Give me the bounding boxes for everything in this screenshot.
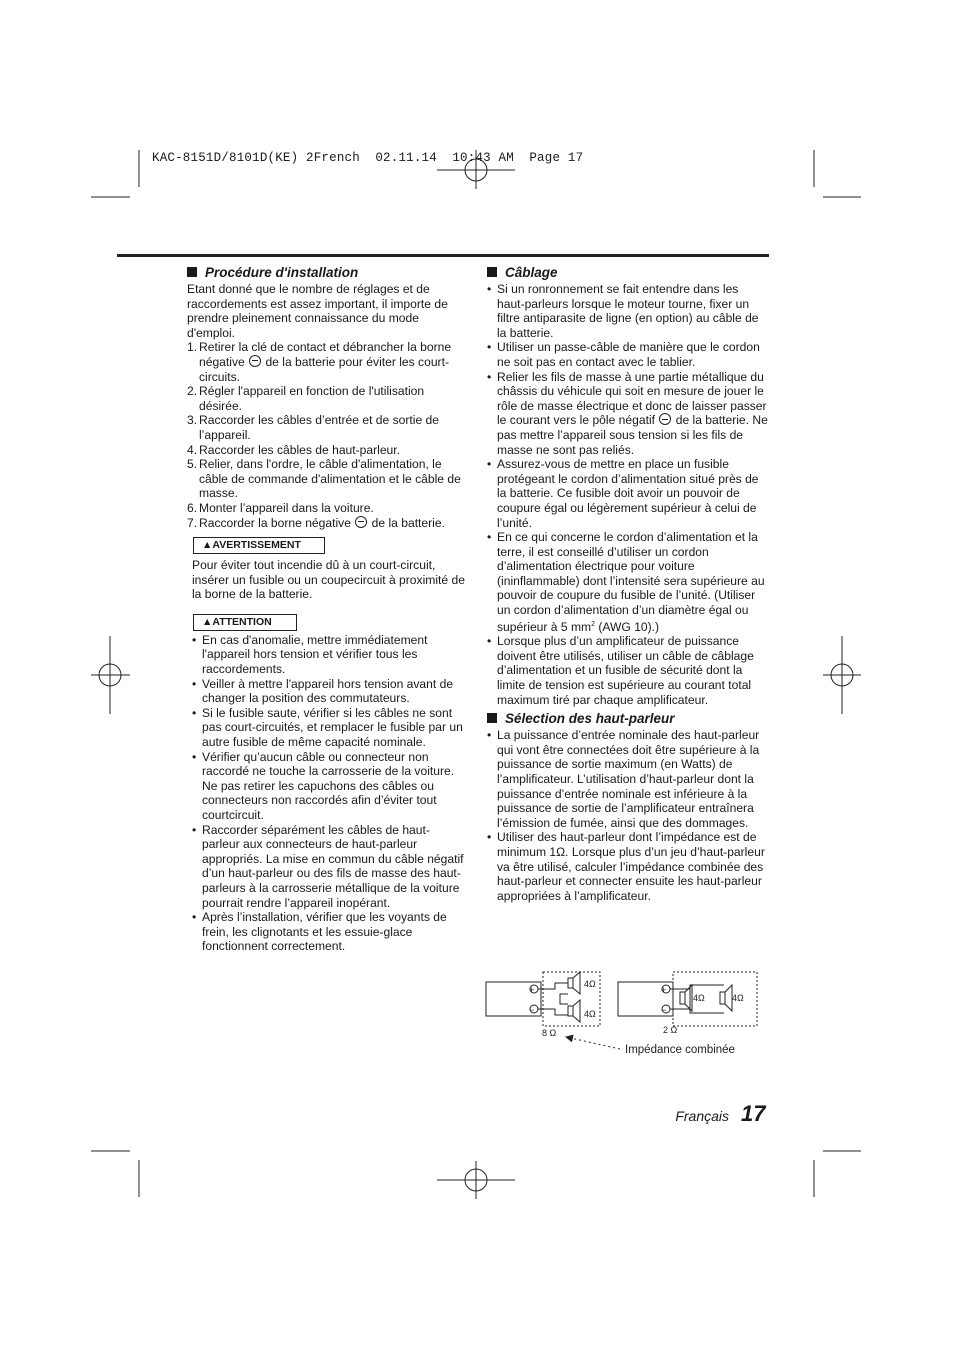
- warning-badge: ▲AVERTISSEMENT: [193, 537, 325, 554]
- cablage-list: [487, 282, 769, 707]
- cablage-item: • Si un ronronnement se fait entendre dans les haut-parleurs lorsque le moteur tourne, fixer un filtre antiparasite de ligne (en option) au câble de la batterie.: [487, 282, 769, 340]
- top-rule: [117, 254, 769, 257]
- speaker-icon: [720, 985, 732, 1011]
- right-column: [487, 265, 769, 903]
- step-item: 5. Relier, dans l'ordre, le câble d'alimentation, le câble de commande d'alimentation et le câble de masse.: [187, 457, 461, 501]
- installation-intro: Etant donné que le nombre de réglages et de raccordements est assez important, il importe de prendre pleinement connaissance du mode d'emploi.: [187, 282, 448, 340]
- parallel-right-ohm: 4Ω: [732, 993, 744, 1003]
- print-header: KAC-8151D/8101D(KE) 2French 02.11.14 10:43 AM Page 17: [152, 151, 584, 165]
- cablage-item: • Assurez-vous de mettre en place un fusible protégeant le cordon d’alimentation situé près de la batterie. Ce fusible doit avoir un pouvoir de coupure égal ou légèrement supérieur à celui de l’unité.: [487, 457, 769, 530]
- plus-sign: +: [529, 985, 535, 995]
- parallel-left-ohm: 4Ω: [693, 993, 705, 1003]
- selection-list: [487, 728, 769, 903]
- caution-item: • Si le fusible saute, vérifier si les câbles ne sont pas court-circuités, et remplacer le fusible par un autre fusible de même capacité nominale.: [192, 706, 467, 750]
- selection-item: • La puissance d’entrée nominale des haut-parleur qui vont être connectées doit être supérieure à la puissance de sortie maximum (en Watts) de l’amplificateur. L’utilisation d’haut-parleur dont la puissance d’entrée nominale est inférieure à la puissance de sortie de l’amplificateur entraînera l’émission de fumée, ainsi que des dommages.: [487, 728, 769, 830]
- cablage-item: • Lorsque plus d’un amplificateur de puissance doivent être utilisés, utiliser un câble de câblage d’alimentation et un fusible de sécurité dont la limite de tension est supérieure au courant total maximum tiré par chaque amplificateur.: [487, 634, 769, 707]
- installation-steps: [187, 340, 467, 530]
- step-item: 2. Régler l'appareil en fonction de l'utilisation désirée.: [187, 384, 425, 413]
- impedance-diagram: [480, 965, 780, 1060]
- warning-triangle-icon: ▲: [202, 615, 213, 628]
- section-title-cablage: Câblage: [487, 265, 769, 281]
- arrow-icon: [566, 1037, 620, 1049]
- warning-text: Pour éviter tout incendie dû à un court-circuit, insérer un fusible ou un coupecircuit à proximité de la borne de la batterie.: [192, 558, 465, 602]
- minus-sign: −: [529, 1005, 535, 1015]
- caution-item: • Après l’installation, vérifier que les voyants de frein, les clignotants et les essuie-glace fonctionnent correctement.: [192, 910, 467, 954]
- series-top-ohm: 4Ω: [584, 979, 596, 989]
- step-item: 7. Raccorder la borne négative de la batterie.: [187, 515, 445, 530]
- step-item: 3. Raccorder les câbles d’entrée et de sortie de l’appareil.: [187, 413, 439, 442]
- speaker-icon: [568, 972, 580, 994]
- caution-item: • Veiller à mettre l'appareil hors tension avant de changer la position des commutateurs.: [192, 677, 467, 706]
- step-item: 1. Retirer la clé de contact et débrancher la borne négative de la batterie pour éviter les court-circuits.: [187, 340, 452, 384]
- step-item: 6. Monter l’appareil dans la voiture.: [187, 500, 374, 515]
- square-bullet-icon: [487, 713, 497, 723]
- selection-item: • Utiliser des haut-parleur dont l’impédance est de minimum 1Ω. Lorsque plus d’un jeu d’haut-parleur va être utilisé, calculer l’impédance combinée des haut-parleur et connecter ensuite les haut-parleur appropriées à l’amplificateur.: [487, 830, 769, 903]
- caution-badge: ▲ATTENTION: [193, 614, 297, 631]
- caution-item: • En cas d'anomalie, mettre immédiatement l'appareil hors tension et vérifier tous les raccordements.: [192, 633, 467, 677]
- negative-terminal-icon: [659, 413, 671, 425]
- footer-language: Français: [675, 1108, 729, 1124]
- series-bottom-ohm: 4Ω: [584, 1009, 596, 1019]
- negative-terminal-icon: [355, 516, 367, 528]
- speaker-icon: [568, 1000, 580, 1022]
- caution-list: [187, 633, 467, 954]
- minus-sign: −: [661, 1005, 667, 1015]
- page-number: 17: [741, 1101, 766, 1126]
- warning-triangle-icon: ▲: [202, 539, 213, 552]
- diagram-caption: Impédance combinée: [625, 1044, 735, 1056]
- series-total: 8 Ω: [542, 1028, 557, 1038]
- square-bullet-icon: [487, 267, 497, 277]
- plus-sign: +: [661, 985, 667, 995]
- cablage-item: • Relier les fils de masse à une partie métallique du châssis du véhicule qui soit en mesure de jouer le rôle de masse électrique et donc de laisser passer le courant vers le pôle négatif de la batterie. Ne pas mettre l’appareil sous tension si les fils de masse ne sont pas reliés.: [487, 370, 769, 458]
- parallel-total: 2 Ω: [663, 1025, 678, 1035]
- negative-terminal-icon: [249, 355, 261, 367]
- section-title-selection: Sélection des haut-parleur: [487, 711, 769, 727]
- left-column: [187, 265, 467, 954]
- caution-item: • Vérifier qu’aucun câble ou connecteur non raccordé ne touche la carrosserie de la voiture. Ne pas retirer les capuchons des câbles ou connecteurs non raccordés afin d’éviter tout courtcircuit.: [192, 750, 467, 823]
- square-bullet-icon: [187, 267, 197, 277]
- section-title-installation: Procédure d'installation: [187, 265, 467, 281]
- caution-item: • Raccorder séparément les câbles de haut-parleur aux connecteurs de haut-parleur appropriés. La mise en commun du câble négatif d’un haut-parleur ou des fils de masse des haut-parleurs à la carrosserie métallique de la voiture pourrait rendre l’appareil inopérant.: [192, 823, 467, 911]
- step-item: 4. Raccorder les câbles de haut-parleur.: [187, 442, 400, 457]
- cablage-item: • En ce qui concerne le cordon d’alimentation et la terre, il est conseillé d’utiliser un cordon d’alimentation électrique pour voiture (ininflammable) dont l’intensité sera supérieure au pouvoir de coupure du fusible de l’unité. (Utiliser un cordon d’alimentation d’un diamètre égal ou supérieur à 5 $mm^2$ (AWG 10).): [487, 530, 769, 634]
- parallel-combination-box: [673, 972, 757, 1026]
- cablage-item: • Utiliser un passe-câble de manière que le cordon ne soit pas en contact avec le tablier.: [487, 340, 769, 369]
